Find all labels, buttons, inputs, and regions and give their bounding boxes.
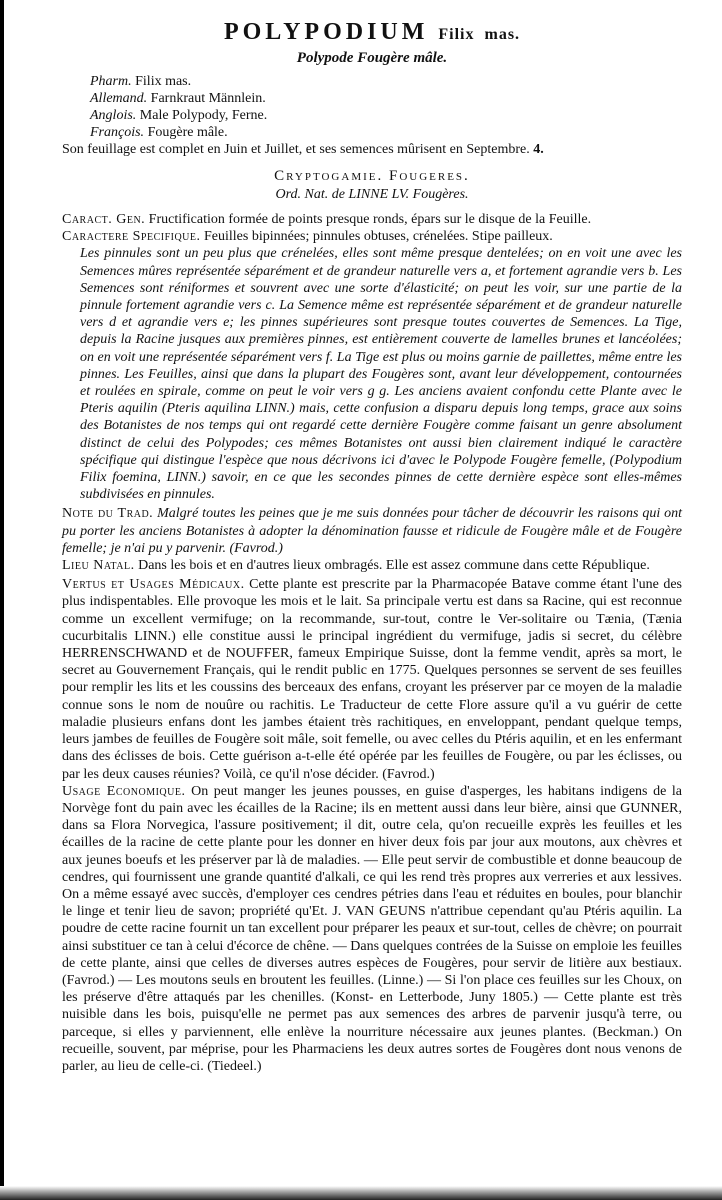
french-title: Polypode Fougère mâle. [296, 50, 448, 66]
name-lang: Anglois. [90, 108, 137, 123]
usage-text: On peut manger les jeunes pousses, en guise d'asperges, les habitans indigens de la Norvège font du pain avec les écailles de la Racine; ils en mettent aussi dans leur bière, ainsi que GUNNER, dans sa Flora Norvegica, l'assure positivement; il dit, outre cela, qu'on recueille exprès les feuilles et les écailles de la racine de cette plante pour les donner en hiver deux fois par jour aux moutons, aux chèvres et aux jeunes boeufs et les préserver par là de maladies. — Elle peut servir de combustible et donne beaucoup de cendres, qui fournissent une grande quantité d'alkali, ce qui les rend très propres aux verreries et aux lessives. On a même essayé avec succès, d'employer ces cendres pétries dans l'eau et réduites en boules, pour blanchir le linge et tenir lieu de savon; propriété qu'Et. J. VAN GEUNS n'attribue cependant qu'au Ptéris aquilin. La poudre de cette racine fournit un tan excellent pour préparer les peaux et sur-tout, celles de chèvre; on pourrait ainsi substituer ce tan à celui d'écorce de chêne. — Dans quelques contrées de la Suisse on emploie les feuilles de cette plante, ainsi que celles de diverses autres espèces de Fougères, pour servir de litière aux bestiaux. (Favrod.) — Les moutons seuls en broutent les feuilles. (Linne.) — Si l'on place ces feuilles sur les Choux, on les préserve d'être attaqués par les chenilles. (Konst- en Letterbode, Juny 1805.) — Cette plante est très nuisible dans les bois, puisqu'elle ne permet pas aux semences des arbres de parvenir jusqu'à terre, ou parceque, si elles y parviennent, elle enlève la nourriture nécessaire aux jeunes plantes. (Beckman.) On recueille, souvent, par méprise, pour les Pharmaciens les deux autres sortes de Fougères dont nous venons de parler, au lieu de celle-ci. (Tiedeel.) [62, 783, 682, 1074]
name-value: Farnkraut Männlein. [150, 91, 266, 106]
species-name: Filix [438, 26, 475, 43]
foliage-line [62, 141, 682, 158]
plate-number: 4. [533, 142, 544, 157]
lieu-text: Dans les bois et en d'autres lieux ombragés. Elle est assez commune dans cette République. [138, 558, 650, 574]
foliage-text: Son feuillage est complet en Juin et Juillet, et ses semences mûrisent en Septembre. [62, 142, 530, 157]
scan-edge [0, 0, 4, 1200]
species-epithet: mas. [484, 26, 521, 43]
name-value: Male Polypody, Ferne. [139, 108, 268, 123]
caract-gen [62, 211, 682, 228]
name-lang: Allemand. [90, 91, 148, 106]
vertus-label: Vertus et Usages Médicaux. [62, 577, 245, 593]
usage-economique [62, 783, 682, 1075]
description: Les pinnules sont un peu plus que crénelées, elles sont même presque dentelées; on en voit une avec les Semences mûres représentée séparément et de grandeur naturelle vers a, et fortement agrandie vers b. Les Semences sont réniformes et souvrent avec une sorte d'élasticité; on peut les voir, sur une partie de la pinnule fortement agrandie vers c. La Semence même est représentée séparément et de grandeur naturelle vers d et agrandie vers e; les pinnes supérieures sont presque toutes couvertes de Semences. La Tige, depuis la Racine jusques aux premières pinnes, est entièrement couverte de lamelles brunes et lancéolées; on en voit une représentée séparément vers f. La Tige est plus ou moins garnie de paillettes, même entre les pinnes. Les Feuilles, ainsi que dans la plupart des Fougères sont, avant leur développement, contournées et roulées en spirale, comme on peut le voir vers g g. Les anciens avaient confondu cette Plante avec le Pteris aquilin (Pteris aquilina LINN.) mais, cette confusion a disparu depuis long temps, grace aux soins des Botanistes de nos temps qui ont regardé cette dernière Fougère comme faisant un genre absolument distinct de celui des Polypodes; ces mêmes Botanistes ont aussi bien clairement indiqué le caractère spécifique qui distingue l'espèce que nous décrivons ici d'avec le Polypode Fougère femelle, (Polypodium Filix foemina, LINN.) savoir, en ce que les secondes pinnes de cette dernière espèce sont elles-mêmes subdivisées en pinnules. [80, 246, 682, 503]
lieu-natal [62, 557, 682, 574]
scan-shadow [0, 1186, 722, 1200]
vertus-text: Cette plante est prescrite par la Pharmacopée Batave comme étant l'une des plus indispentables. Elle provoque les mois et le lait. Sa principale vertu est dans sa Racine, qui est reconnue comme un excellent vermifuge; on la recommande, sur-tout, contre le Ver-solitaire ou Tænia, (Tænia cucurbitalis LINN.) elle constitue aussi le principal ingrédient du vermifuge, jadis si secret, du célèbre HERRENSCHWAND et de NOUFFER, fameux Empirique Suisse, dont la femme vendit, après sa mort, le secret au Gouvernement Français, qui le rendit public en 1775. Quelques personnes se servent de ses feuilles pour remplir les lits et les coussins des berceaux des enfans, croyant les préserver par ce moyen de la maladie connue sons le nom de nouûre ou rachitis. Le Traducteur de cette Flore assure qu'il a vu guérir de cette maladie plusieurs enfans dont les jambes étaient très rachitiques, en enveloppant, pendant quelque temps, leurs jambes de feuilles de Fougère soit mâle, soit femelle, ou avec celles du Ptéris aquilin, et en les enfermant dans des éclisses de bois. Cette guérison a-t-elle été opérée par les feuilles de Fougère, ou par les éclisses, ou par les deux causes réunies? Voilà, ce qu'il n'ose décider. (Favrod.) [62, 577, 682, 782]
usage-label: Usage Economique. [62, 783, 186, 799]
name-lang: Pharm. [90, 74, 132, 89]
name-row [90, 107, 682, 124]
genus-name: POLYPODIUM [223, 19, 429, 45]
caract-gen-text: Fructification formée de points presque ronds, épars sur le disque de la Feuille. [148, 212, 592, 227]
name-row [90, 73, 682, 90]
note-label: Note du Trad. [62, 506, 154, 522]
name-value: Filix mas. [135, 74, 192, 89]
note-text: Malgré toutes les peines que je me suis données pour tâcher de découvrir les raisons qui ont pu porter les anciens Botanistes à adopter la dénomination fausse et ridicule de Fougère mâle et de Fougère femelle; je n'ai pu y parvenir. (Favrod.) [62, 506, 682, 556]
name-row [90, 124, 682, 141]
name-lang: François. [90, 125, 145, 140]
caract-gen-label: Caract. Gen. [62, 212, 146, 227]
caract-spec-label: Caractere Specifique. [62, 229, 201, 245]
vertus-medicaux [62, 576, 682, 782]
name-row [90, 90, 682, 107]
caract-spec-text: Feuilles bipinnées; pinnules obtuses, crénelées. Stipe pailleux. [204, 229, 553, 245]
vernacular-names [90, 73, 682, 141]
class-heading: Cryptogamie. Fougeres. [274, 168, 470, 184]
translator-note [62, 505, 682, 557]
caract-spec [62, 228, 682, 245]
order-line: Ord. Nat. de LINNE LV. Fougères. [275, 187, 469, 202]
page-title [62, 18, 682, 49]
lieu-label: Lieu Natal. [62, 558, 135, 574]
name-value: Fougère mâle. [147, 125, 228, 140]
